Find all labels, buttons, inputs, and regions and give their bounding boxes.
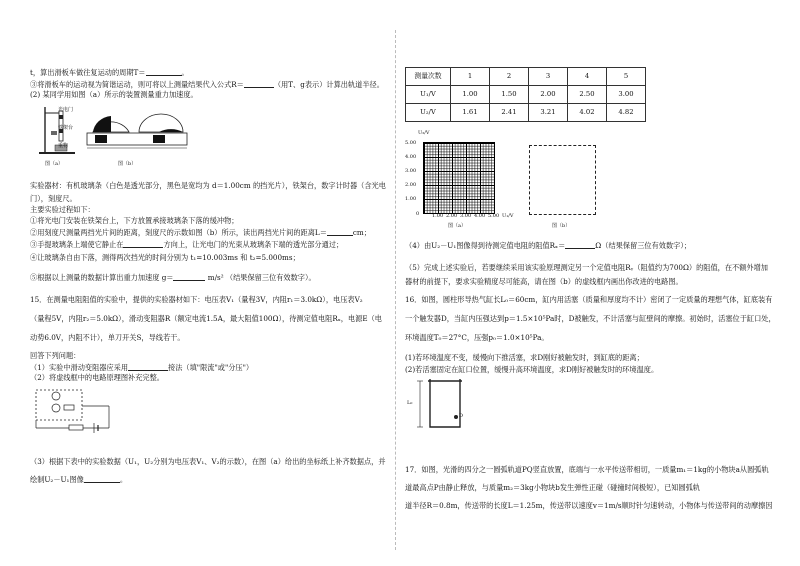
- text-materials-1: 实验器材：有机玻璃条（白色是透光部分，黑色是宽均为: [30, 181, 210, 190]
- table-header-row: [406, 68, 646, 86]
- text-materials-2: 门），刻度尺。: [30, 194, 77, 203]
- text-r5a: （5）完成上述实验后，若要继续采用该实验原理测定另一个定值电阻Rᵧ（阻值约为700Ω）的阻值，在不额外增加: [405, 263, 768, 272]
- table-col-header: 5: [607, 68, 646, 86]
- label-L0: L₀: [407, 400, 413, 406]
- text-step4-and: 和: [240, 253, 248, 262]
- graph-ytick: 2.00: [405, 182, 417, 188]
- text-step3a: ③手提玻璃条上端使它静止在: [30, 240, 124, 249]
- label-tiejiatai: 铁架台: [58, 125, 74, 131]
- text-q-formula: ③将滑板车的运动视为简谐运动，则可将以上测量结果代入公式R＝: [30, 80, 244, 89]
- blank-direction: [123, 239, 163, 248]
- blank-connection: [128, 362, 168, 371]
- blank-R: [244, 79, 274, 88]
- graph-ytick: 3.00: [405, 168, 417, 174]
- text-q16-s2: (2)若活塞固定在缸口位置，缓慢升高环境温度，求D刚好被触发时的环境温度。: [405, 365, 659, 374]
- blank-g: [173, 272, 205, 281]
- line-step5: [30, 272, 316, 282]
- text-materials-d: d＝1.00cm: [212, 181, 251, 190]
- graph-xtick: 2.00: [446, 213, 458, 219]
- table-col-header: 1: [451, 68, 490, 86]
- graph-ytick: 1.00: [405, 196, 417, 202]
- graph-ytick: 4.00: [405, 154, 417, 160]
- line-q-intro: t，算出滑板车做往复运动的周期T＝ 。: [30, 68, 189, 77]
- text-a3c: 。: [119, 475, 128, 484]
- table-cell: 2.00: [529, 86, 568, 104]
- text-step5-g: g＝: [161, 273, 174, 282]
- text-q16-s1: (1)若环境温度不变，缓慢向下推活塞，求D刚好被触发时，到缸底的距离；: [405, 353, 644, 362]
- text-a3a: （3）根据下表中的实验数据（U₁，U₂分别为电压表V₁、V₂的示数），在图（a）给出的坐标纸上补齐数据点，并: [30, 457, 386, 466]
- dashed-circuit-box: [529, 145, 596, 215]
- table-col-header: 2: [490, 68, 529, 86]
- text-steps-title: 主要实验过程如下：: [30, 205, 95, 214]
- text-step1: ①将光电门安装在铁架台上，下方放置承接玻璃条下落的缓冲物；: [30, 216, 239, 225]
- graph-xtick: 4.00: [474, 213, 486, 219]
- line-a3b: [30, 474, 127, 484]
- table-cell: 4.82: [607, 104, 646, 122]
- text-q16-3: 环境温度T₀＝27°C，压强p₀＝1.0×10⁵Pa。: [405, 333, 549, 342]
- text-q-accel: (2) 某同学用如图（a）所示的装置测量重力加速度。: [30, 90, 198, 99]
- text-a1b: 接法（填"限流"或"分压"）: [168, 363, 254, 372]
- text-q17-2: 道最高点P由静止释放，与质量m₂＝3kg小物块b发生弹性正碰（碰撞时间极短），已知圆弧轨: [405, 483, 701, 492]
- label-zhongwu: 重物: [58, 143, 69, 149]
- table-row: [406, 86, 646, 104]
- caption-fig-b: 图（b）: [118, 161, 137, 167]
- text-step4a: ④让玻璃条自由下落，测得两次挡光的时间分别为: [30, 253, 189, 262]
- table-row-label: U₂/V: [406, 104, 451, 122]
- text-q-intro: t，算出滑板车做往复运动的周期T＝: [30, 68, 146, 77]
- table-col-header: 4: [568, 68, 607, 86]
- text-a1a: （1）实验中滑动变阻器应采用: [30, 363, 129, 372]
- line-r4: [405, 240, 691, 250]
- blank-graph: [84, 474, 120, 483]
- text-step5a: ⑤根据以上测量的数据计算出重力加速度: [30, 273, 160, 282]
- text-step4-end: ；: [292, 253, 300, 262]
- line-step4: [30, 253, 300, 262]
- blank-T: [146, 67, 182, 76]
- text-a3b: 绘制U₂－U₁图像: [30, 475, 84, 484]
- text-q-formula-tail: （用T、g表示）计算出轨道半径。: [273, 80, 384, 89]
- text-step5b: （结果保留三位有效数字）。: [225, 273, 316, 282]
- text-q17-3: 道半径R＝0.8m，传送带的长度L＝1.25m，传送带以速度v＝1m/s顺时针匀速转动，小物体与传送带间的动摩擦因: [405, 501, 773, 510]
- table-cell: 2.50: [568, 86, 607, 104]
- text-answer-title: 回答下列问题：: [30, 351, 81, 360]
- table-row: [406, 104, 646, 122]
- text-a2: （2）将虚线框中的电路原理图补充完整。: [30, 373, 164, 382]
- caption-graph-a: 图（a）: [448, 223, 466, 229]
- circuit-diagram: [34, 386, 114, 436]
- graph-paper: [423, 142, 495, 214]
- label-guangdian: 光电门: [58, 107, 74, 113]
- graph-xtick: 1.00: [432, 213, 444, 219]
- text-step4-t2: t₂=5.000ms: [249, 253, 293, 262]
- text-step2: ②用刻度尺测量两挡光片间的距离，刻度尺的示数如图（b）所示，读出两挡光片间的距离L＝: [30, 228, 327, 237]
- text-r4b: Ω（结果保留三位有效数字）；: [595, 241, 692, 250]
- table-cell: 1.50: [490, 86, 529, 104]
- table-cell: 1.00: [451, 86, 490, 104]
- table-row-label: U₁/V: [406, 86, 451, 104]
- text-q16-1: 16．如图，圆柱形导热气缸长L₀＝60cm，缸内用活塞（质量和厚度均不计）密闭了一定质量的理想气体，缸底装有: [405, 295, 773, 304]
- table-cell: 3.00: [607, 86, 646, 104]
- graph-xtick: 3.00: [460, 213, 472, 219]
- text-step2-unit: cm；: [352, 228, 371, 237]
- graph-ytick: 5.00: [405, 140, 417, 146]
- text-q17-1: 17．如图，光滑的四分之一圆弧轨道PQ竖直放置，底端与一水平传送带相切，一质量m₁＝1kg的小物块a从圆弧轨: [405, 465, 769, 474]
- line-step3: [30, 239, 343, 249]
- line-step2: [30, 227, 371, 237]
- blank-L: [327, 227, 353, 236]
- table-cell: 3.21: [529, 104, 568, 122]
- graph-xtick: 5.00: [488, 213, 500, 219]
- label-D: D: [459, 413, 464, 419]
- graph-ylabel: U₂/V: [418, 130, 430, 136]
- caption-graph-b: 图（b）: [552, 223, 571, 229]
- text-r4a: （4）由U₂－U₁图像得到待测定值电阻的阻值Rₓ＝: [405, 241, 566, 250]
- table-header-label: 测量次数: [406, 68, 451, 86]
- text-q15-1: 15．在测量电阻阻值的实验中，提供的实验器材如下：电压表V₁（量程3V，内阻r₁＝3.0kΩ），电压表V₂: [30, 295, 363, 304]
- line-q-formula: [30, 79, 384, 89]
- blank-Rx: [565, 240, 595, 249]
- figure-b-ruler: [85, 108, 195, 158]
- measurement-table: [405, 67, 646, 122]
- text-r5b: 器材的前提下，要求实验精度尽可能高，请在图（b）的虚线框内画出你改进的电路图。: [405, 277, 683, 286]
- text-q15-3: 动势6.0V，内阻不计），单刀开关S，导线若干。: [30, 333, 185, 342]
- text-step3b: 方向上，让光电门的光束从玻璃条下端的透光部分通过；: [163, 240, 344, 249]
- text-q16-2: 一个触发器D，当缸内压强达到p＝1.5×10⁵Pa时，D被触发，不计活塞与缸壁间的摩擦。初始时，活塞位于缸口处，: [405, 314, 776, 323]
- table-cell: 1.61: [451, 104, 490, 122]
- table-cell: 4.02: [568, 104, 607, 122]
- text-step4-t1: t₁=10.003ms: [190, 253, 238, 262]
- caption-fig-a: 图（a）: [45, 161, 63, 167]
- text-step5-unit: m/s²: [207, 273, 224, 282]
- text-materials-1b: 的挡光片），铁架台，数字计时器（含光电: [252, 181, 386, 190]
- graph-ytick: 0: [416, 211, 420, 217]
- table-col-header: 3: [529, 68, 568, 86]
- line-a1: [30, 362, 253, 372]
- left-column: [0, 0, 396, 566]
- text-q15-2: （量程5V，内阻r₂＝5.0kΩ），滑动变阻器R（额定电流1.5A，最大阻值100Ω），待测定值电阻Rₓ，电源E（电: [30, 314, 382, 323]
- graph-xlabel: U₁/V: [502, 213, 514, 219]
- cylinder-diagram: [414, 375, 474, 435]
- line-materials-1: [30, 181, 386, 190]
- table-cell: 2.41: [490, 104, 529, 122]
